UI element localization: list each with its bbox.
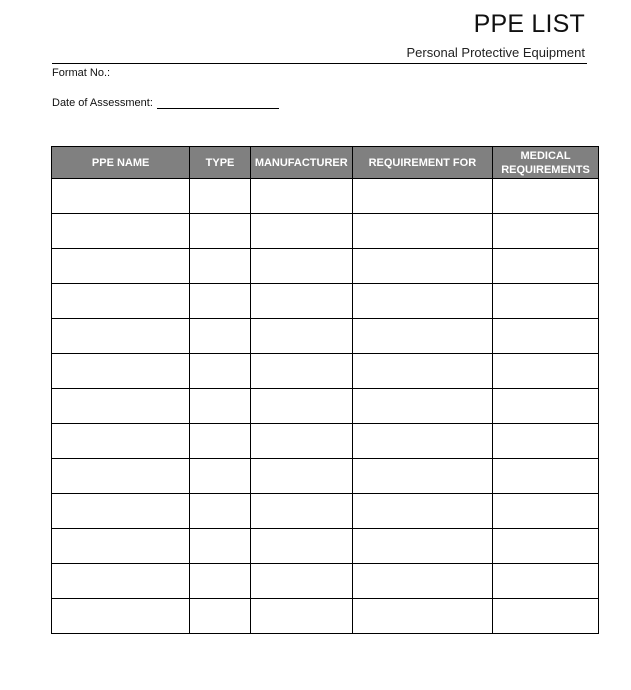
cell-manufacturer[interactable] <box>250 249 352 284</box>
cell-type[interactable] <box>190 529 251 564</box>
cell-manufacturer[interactable] <box>250 424 352 459</box>
table-row <box>52 564 599 599</box>
cell-ppe-name[interactable] <box>52 214 190 249</box>
cell-requirement-for[interactable] <box>352 459 492 494</box>
page-title: PPE LIST <box>473 10 585 38</box>
cell-medical-requirements[interactable] <box>493 354 599 389</box>
column-header-requirement-for: REQUIREMENT FOR <box>352 147 492 179</box>
ppe-table-body <box>52 179 599 634</box>
cell-type[interactable] <box>190 564 251 599</box>
cell-ppe-name[interactable] <box>52 284 190 319</box>
cell-manufacturer[interactable] <box>250 529 352 564</box>
cell-medical-requirements[interactable] <box>493 319 599 354</box>
page-subtitle: Personal Protective Equipment <box>406 45 585 60</box>
table-row <box>52 459 599 494</box>
cell-medical-requirements[interactable] <box>493 214 599 249</box>
cell-manufacturer[interactable] <box>250 284 352 319</box>
cell-manufacturer[interactable] <box>250 389 352 424</box>
cell-requirement-for[interactable] <box>352 319 492 354</box>
column-header-type: TYPE <box>190 147 251 179</box>
cell-manufacturer[interactable] <box>250 494 352 529</box>
cell-requirement-for[interactable] <box>352 424 492 459</box>
cell-type[interactable] <box>190 319 251 354</box>
cell-requirement-for[interactable] <box>352 599 492 634</box>
cell-ppe-name[interactable] <box>52 179 190 214</box>
cell-type[interactable] <box>190 389 251 424</box>
cell-manufacturer[interactable] <box>250 214 352 249</box>
cell-manufacturer[interactable] <box>250 599 352 634</box>
ppe-table-header-row <box>52 147 599 179</box>
cell-ppe-name[interactable] <box>52 249 190 284</box>
cell-medical-requirements[interactable] <box>493 599 599 634</box>
cell-manufacturer[interactable] <box>250 354 352 389</box>
cell-type[interactable] <box>190 354 251 389</box>
cell-manufacturer[interactable] <box>250 459 352 494</box>
cell-ppe-name[interactable] <box>52 319 190 354</box>
cell-requirement-for[interactable] <box>352 494 492 529</box>
cell-ppe-name[interactable] <box>52 459 190 494</box>
cell-medical-requirements[interactable] <box>493 529 599 564</box>
cell-requirement-for[interactable] <box>352 249 492 284</box>
cell-type[interactable] <box>190 179 251 214</box>
table-row <box>52 284 599 319</box>
cell-type[interactable] <box>190 284 251 319</box>
format-number-label: Format No.: <box>52 67 111 79</box>
cell-manufacturer[interactable] <box>250 319 352 354</box>
cell-ppe-name[interactable] <box>52 599 190 634</box>
column-header-ppe-name: PPE NAME <box>52 147 190 179</box>
cell-medical-requirements[interactable] <box>493 249 599 284</box>
table-row <box>52 354 599 389</box>
table-row <box>52 179 599 214</box>
cell-ppe-name[interactable] <box>52 529 190 564</box>
cell-requirement-for[interactable] <box>352 354 492 389</box>
table-row <box>52 424 599 459</box>
cell-manufacturer[interactable] <box>250 564 352 599</box>
cell-medical-requirements[interactable] <box>493 284 599 319</box>
date-of-assessment-label: Date of Assessment: <box>52 97 153 109</box>
table-row <box>52 389 599 424</box>
table-row <box>52 249 599 284</box>
table-row <box>52 214 599 249</box>
cell-ppe-name[interactable] <box>52 389 190 424</box>
cell-medical-requirements[interactable] <box>493 179 599 214</box>
header-divider <box>52 63 587 64</box>
table-row <box>52 319 599 354</box>
cell-medical-requirements[interactable] <box>493 389 599 424</box>
cell-type[interactable] <box>190 214 251 249</box>
cell-type[interactable] <box>190 424 251 459</box>
column-header-medical-requirements: MEDICAL REQUIREMENTS <box>493 147 599 179</box>
cell-medical-requirements[interactable] <box>493 459 599 494</box>
cell-type[interactable] <box>190 599 251 634</box>
cell-requirement-for[interactable] <box>352 389 492 424</box>
cell-manufacturer[interactable] <box>250 179 352 214</box>
table-row <box>52 599 599 634</box>
date-of-assessment-field[interactable] <box>52 97 279 109</box>
table-row <box>52 529 599 564</box>
cell-ppe-name[interactable] <box>52 424 190 459</box>
date-of-assessment-blank[interactable] <box>157 98 279 109</box>
cell-ppe-name[interactable] <box>52 494 190 529</box>
cell-requirement-for[interactable] <box>352 529 492 564</box>
cell-medical-requirements[interactable] <box>493 564 599 599</box>
ppe-table <box>51 146 599 634</box>
cell-ppe-name[interactable] <box>52 354 190 389</box>
cell-ppe-name[interactable] <box>52 564 190 599</box>
table-row <box>52 494 599 529</box>
format-number-field[interactable] <box>52 67 110 79</box>
cell-requirement-for[interactable] <box>352 214 492 249</box>
cell-type[interactable] <box>190 459 251 494</box>
cell-requirement-for[interactable] <box>352 564 492 599</box>
cell-medical-requirements[interactable] <box>493 494 599 529</box>
column-header-manufacturer: MANUFACTURER <box>250 147 352 179</box>
cell-type[interactable] <box>190 494 251 529</box>
cell-medical-requirements[interactable] <box>493 424 599 459</box>
cell-requirement-for[interactable] <box>352 179 492 214</box>
cell-type[interactable] <box>190 249 251 284</box>
cell-requirement-for[interactable] <box>352 284 492 319</box>
